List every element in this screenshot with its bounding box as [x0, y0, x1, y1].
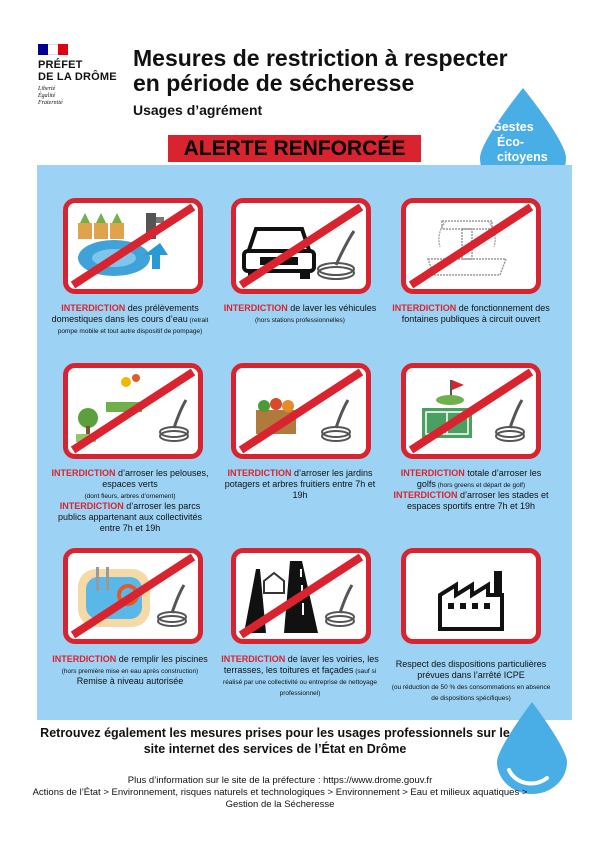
alert-level-banner: ALERTE RENFORCÉE	[168, 135, 421, 162]
caption-text: des prélèvements domestiques dans les cours d’eau	[51, 303, 199, 324]
prohibition-icon	[68, 203, 198, 289]
interdiction-label-2: INTERDICTION	[59, 501, 124, 511]
interdiction-label: INTERDICTION	[223, 303, 288, 313]
page-title	[133, 46, 508, 96]
caption-note: (hors stations professionnelles)	[255, 317, 345, 324]
caption-note: (ou réduction de 50 % des consommations en absence de dispositions spécifiques)	[391, 684, 551, 702]
footer-info	[30, 775, 530, 811]
caption-road-cleaning	[220, 654, 380, 698]
caption-note: (sauf si réalisé par une collectivité ou entreprise de nettoyage professionnel)	[223, 668, 377, 697]
prefet-logo	[38, 44, 128, 107]
devise-egalite: Égalité	[38, 93, 56, 99]
caption-text-2: d’arroser les stades et espaces sportifs entre 7h et 19h	[406, 490, 549, 511]
gestes-line3: citoyens	[497, 150, 548, 164]
prohibition-icon	[68, 368, 198, 454]
footer-professional-notice: Retrouvez également les mesures prises pour les usages professionnels sur le site internet des services de l’État en Drôme	[40, 726, 510, 756]
title-line1: Mesures de restriction à respecter	[133, 45, 508, 71]
interdiction-label: INTERDICTION	[392, 303, 457, 313]
card-golf-stadium	[401, 363, 541, 459]
caption-text: d’arroser les jardins potagers et arbres fruitiers entre 7h et 19h	[224, 468, 376, 500]
caption-vegetable-garden	[220, 468, 380, 501]
page-subtitle: Usages d’agrément	[133, 102, 263, 118]
caption-golf-stadium	[391, 468, 551, 512]
title-line2: en période de sécheresse	[133, 70, 415, 96]
caption-note: (retrait pompe mobile et tout autre dispositif de pompage)	[57, 317, 209, 335]
prefet-line2: DE LA DRÔME	[38, 71, 117, 83]
caption-car-wash	[220, 303, 380, 325]
interdiction-label: INTERDICTION	[227, 468, 292, 478]
caption-text: totale d’arroser les golfs	[416, 468, 542, 489]
card-swimming-pool	[63, 548, 203, 644]
interdiction-label-2: INTERDICTION	[393, 490, 458, 500]
prefet-label	[38, 59, 128, 83]
interdiction-label: INTERDICTION	[400, 468, 465, 478]
devise	[38, 86, 128, 107]
french-flag-icon	[38, 44, 68, 55]
card-river-pump	[63, 198, 203, 294]
prefet-line1: PRÉFET	[38, 59, 83, 71]
prohibition-icon	[236, 203, 366, 289]
caption-text: de remplir les piscines	[116, 654, 208, 664]
prohibition-icon	[236, 553, 366, 639]
caption-note: (hors greens et départ de golf)	[435, 482, 526, 489]
caption-text: d’arroser les pelouses, espaces verts	[102, 468, 209, 489]
devise-liberte: Liberté	[38, 86, 56, 92]
interdiction-label: INTERDICTION	[61, 303, 126, 313]
card-factory	[401, 548, 541, 644]
caption-text-2: d’arroser les parcs publics appartenant aux collectivités entre 7h et 19h	[57, 501, 203, 533]
caption-fountain	[391, 303, 551, 325]
caption-lawn-watering	[50, 468, 210, 534]
interdiction-label: INTERDICTION	[221, 654, 286, 664]
prohibition-icon	[406, 203, 536, 289]
card-lawn-watering	[63, 363, 203, 459]
card-road-cleaning	[231, 548, 371, 644]
prohibition-icon	[236, 368, 366, 454]
gestes-eco-citoyens	[490, 120, 562, 165]
footer-website-line[interactable]: Plus d’information sur le site de la préfecture : https://www.drome.gouv.fr	[127, 775, 433, 786]
card-vegetable-garden	[231, 363, 371, 459]
caption-note: (hors première mise en eau après construction)	[61, 668, 199, 675]
interdiction-label: INTERDICTION	[52, 654, 117, 664]
caption-text: Respect des dispositions particulières prévues dans l’arrêté ICPE	[395, 659, 547, 680]
caption-text-2: Remise à niveau autorisée	[76, 676, 184, 686]
gestes-line1: Gestes	[492, 120, 534, 134]
caption-text: de laver les voiries, les terrasses, les toitures et façades	[223, 654, 379, 675]
prohibition-icon	[68, 553, 198, 639]
footer-breadcrumb-path: Actions de l’État > Environnement, risques naturels et technologiques > Environnement > Eau et milieux aquatiques > Gestion de la Sécheresse	[32, 787, 528, 810]
caption-swimming-pool	[50, 654, 210, 687]
caption-factory	[391, 659, 551, 703]
caption-text: de laver les véhicules	[287, 303, 377, 313]
card-car-wash	[231, 198, 371, 294]
devise-fraternite: Fraternité	[38, 100, 63, 106]
prohibition-icon	[406, 368, 536, 454]
caption-text: de fonctionnement des fontaines publiques à circuit ouvert	[401, 303, 550, 324]
caption-river-pump	[50, 303, 210, 336]
gestes-line2: Éco-	[497, 135, 525, 149]
factory-icon	[406, 553, 536, 639]
interdiction-label: INTERDICTION	[51, 468, 116, 478]
caption-note: (dont fleurs, arbres d’ornement)	[84, 493, 176, 500]
card-fountain	[401, 198, 541, 294]
